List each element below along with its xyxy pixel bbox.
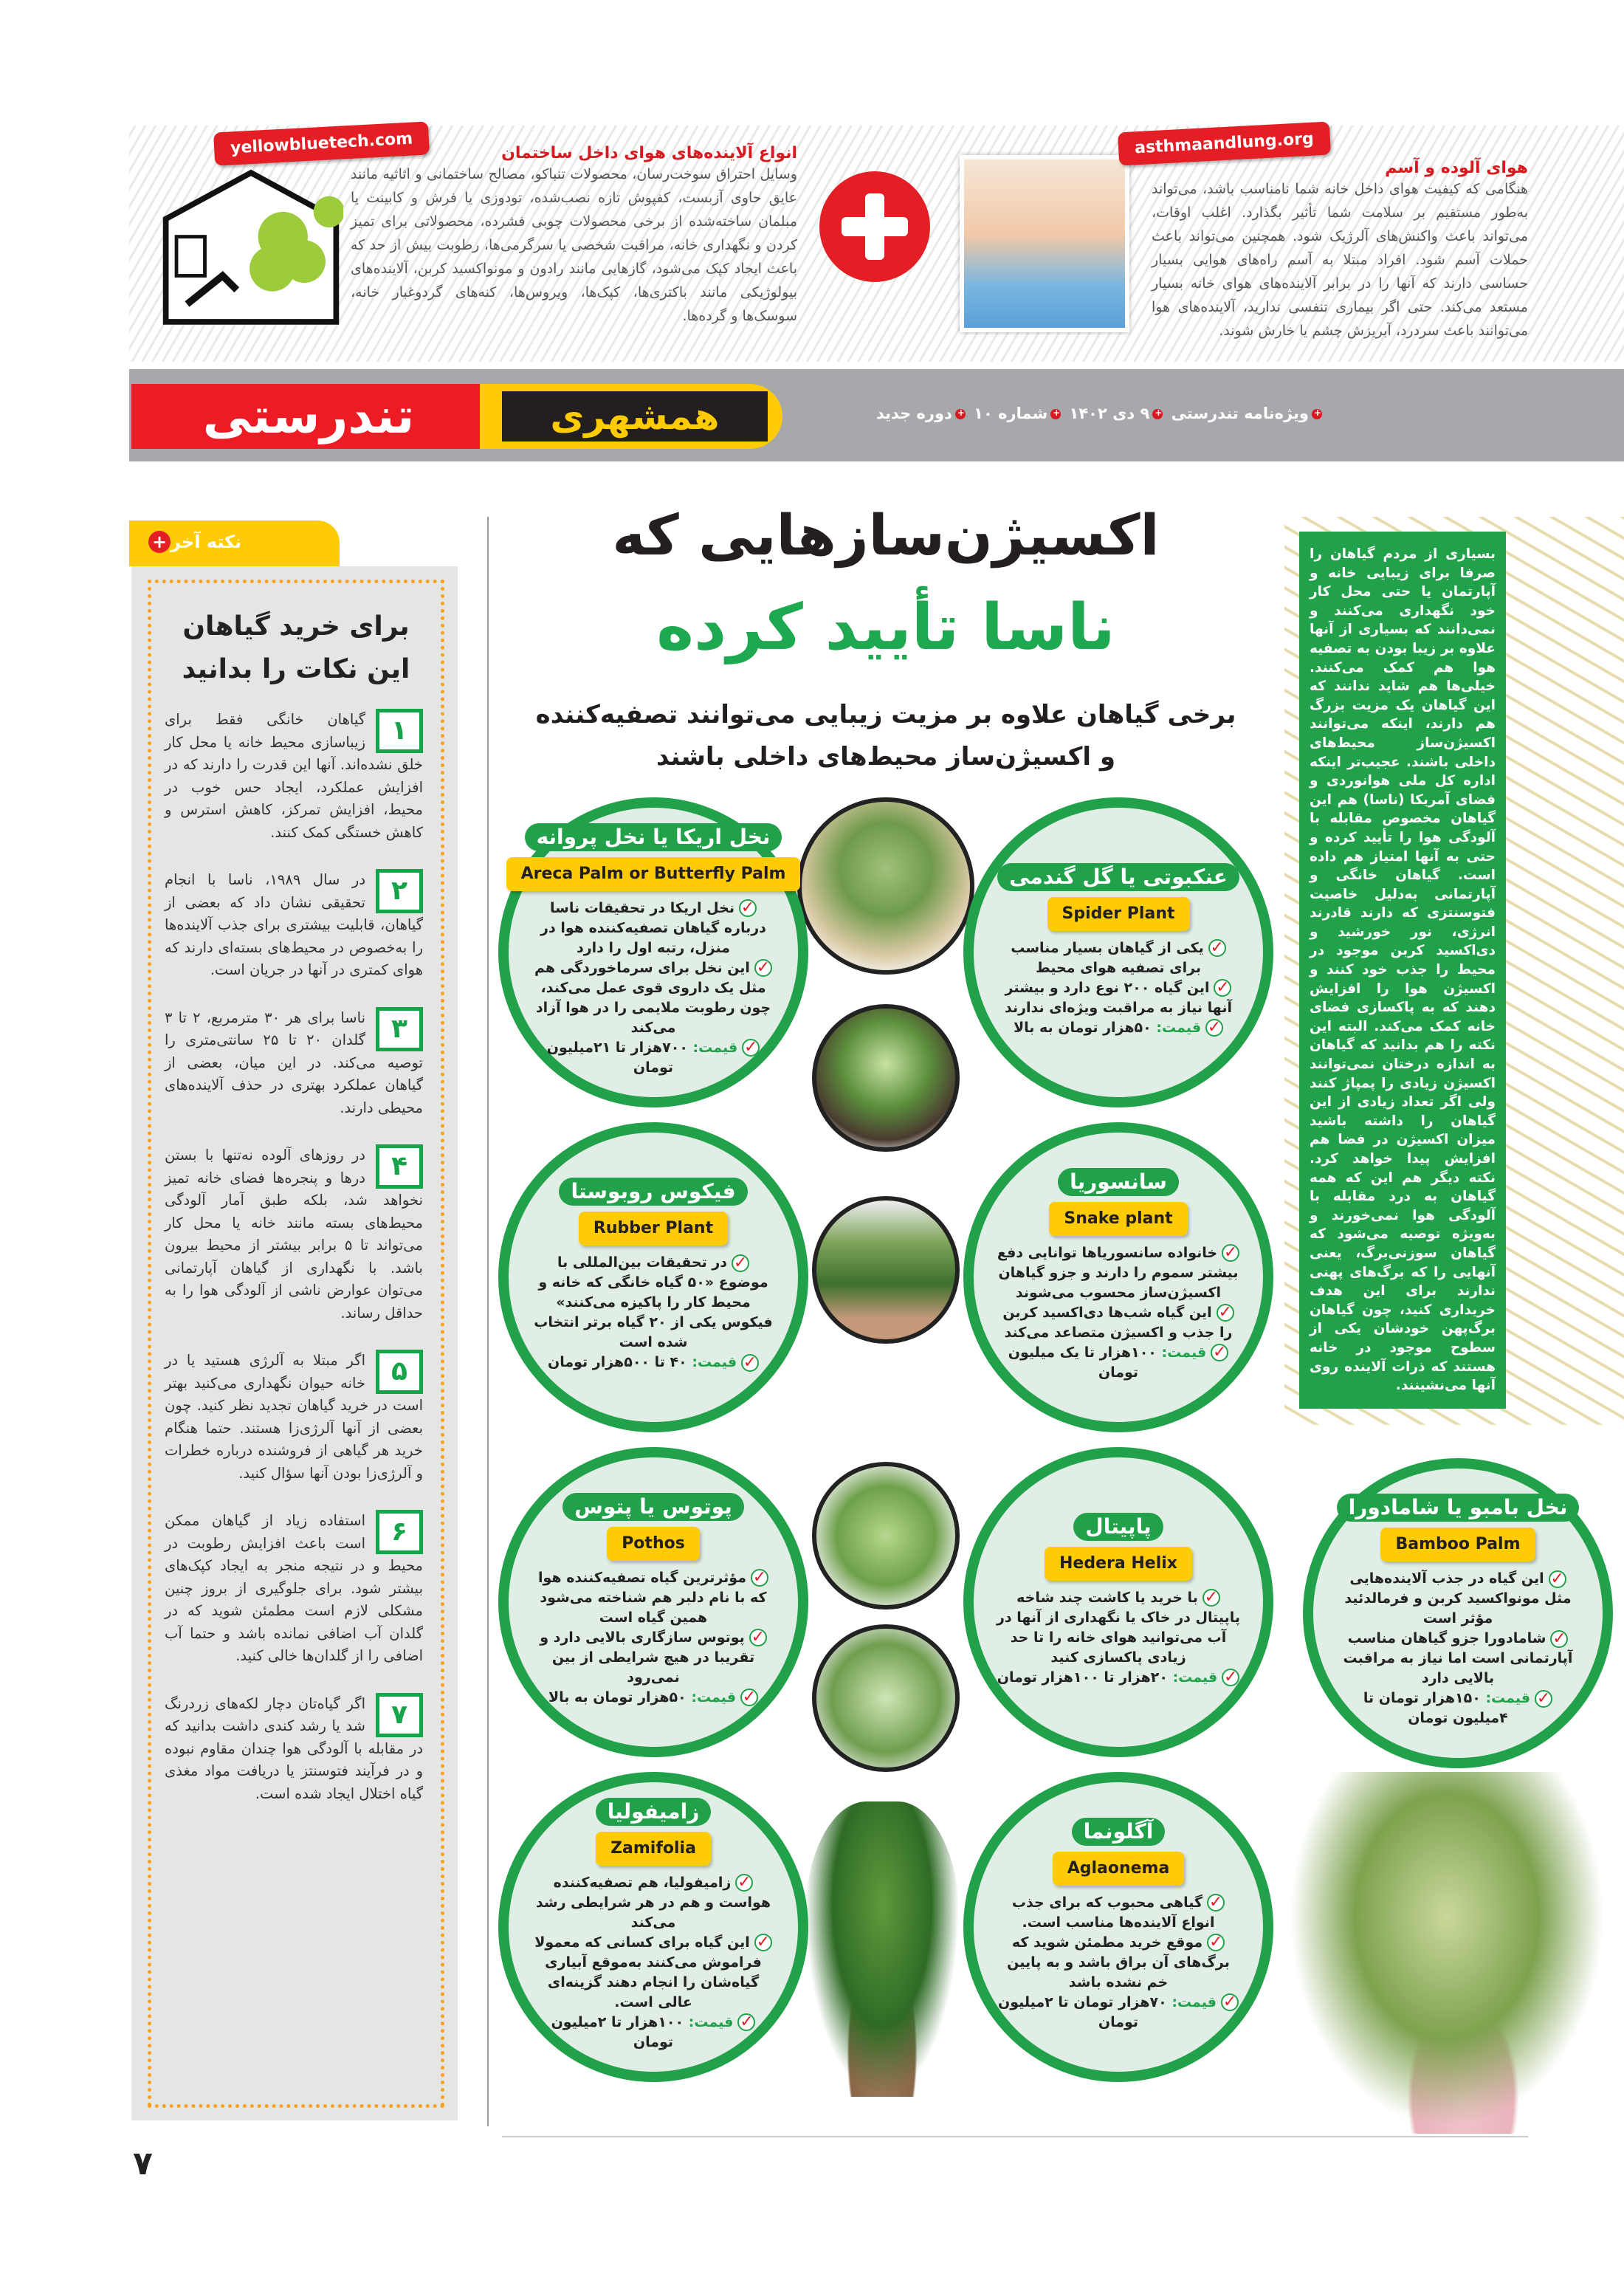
bullet-text: شامادورا جزو گیاهان مناسب آپارتمانی است اما نیاز به مراقبت بالایی دارد bbox=[1343, 1630, 1573, 1686]
areca-palm-photo bbox=[797, 797, 974, 975]
plant-bullet bbox=[531, 1628, 776, 1688]
check-icon: ✓ bbox=[739, 899, 757, 917]
plant-name-fa-aglaonema: آگلونما bbox=[1072, 1818, 1166, 1846]
plant-name-fa-zamifolia: زامیفولیا bbox=[596, 1798, 712, 1826]
plant-card-aglaonema bbox=[963, 1772, 1273, 2082]
bullet-text: مؤثرترین گیاه تصفیه‌کننده هوا که با نام دلبر هم شناخته می‌شود همین گیاه است bbox=[538, 1569, 767, 1626]
plant-name-en-bamboo: Bamboo Palm bbox=[1380, 1528, 1535, 1562]
tips-sidebar bbox=[131, 566, 458, 2120]
check-icon: ✓ bbox=[742, 1039, 760, 1057]
check-icon: ✓ bbox=[1205, 1019, 1223, 1037]
price-label: قیمت: bbox=[1171, 1993, 1217, 2010]
bullet-text: این گیاه ۲۰۰ نوع دارد و بیشتر آنها نیاز به مراقبت ویژه‌ای ندارند bbox=[1005, 979, 1232, 1016]
headline-line2: ناسا تأیید کرده bbox=[656, 591, 1115, 664]
plant-bullet bbox=[1335, 1569, 1580, 1629]
plant-name-en-papital: Hedera Helix bbox=[1045, 1547, 1192, 1581]
plant-price bbox=[548, 1353, 759, 1373]
tip-number: ۳ bbox=[376, 1007, 423, 1051]
logo-hamshahri-text: همشهری bbox=[502, 391, 768, 442]
pollutants-heading: انواع آلاینده‌های هوای داخل ساختمان bbox=[501, 144, 797, 162]
plant-bullet bbox=[996, 938, 1241, 978]
plus-dot-icon bbox=[1050, 409, 1061, 419]
check-icon: ✓ bbox=[1535, 1690, 1552, 1708]
plant-name-fa-rubber: فیکوس روبوستا bbox=[559, 1178, 747, 1206]
tip-text: استفاده زیاد از گیاهان ممکن است باعث افزایش رطوبت در محیط و در نتیجه منجر به ایجاد کپک‌های بیشتر شود. برای جلوگیری از بروز چنین مشکلی لازم است مطمئن شوید که در گلدان آب اضافی نمانده باشد و حتما آب اضافی را از گلدان‌ها خالی کنید. bbox=[165, 1512, 423, 1664]
check-icon: ✓ bbox=[1211, 1344, 1228, 1361]
bullet-text: این نخل برای سرماخوردگی هم مثل یک داروی قوی عمل می‌کند، چون رطوبت ملایمی را در هوا آزاد می‌کند bbox=[534, 959, 771, 1036]
price-label: قیمت: bbox=[1172, 1669, 1218, 1686]
price-value: ۷۰۰هزار تا ۲۱میلیون تومان bbox=[546, 1039, 688, 1076]
check-icon: ✓ bbox=[735, 1874, 753, 1892]
bullet-text: یکی از گیاهان بسیار مناسب برای تصفیه هوای محیط bbox=[1011, 939, 1204, 976]
zamifolia-photo bbox=[805, 1801, 960, 2097]
pollution-house-illustration bbox=[159, 166, 343, 329]
asthma-section bbox=[1152, 159, 1528, 343]
pollutants-section bbox=[351, 144, 797, 328]
plant-bullet bbox=[996, 978, 1241, 1018]
price-value: ۱۵۰هزار تومان تا ۴میلیون تومان bbox=[1363, 1690, 1508, 1726]
check-icon: ✓ bbox=[1208, 939, 1226, 957]
tip-3 bbox=[165, 1007, 423, 1120]
check-icon: ✓ bbox=[1222, 1244, 1239, 1262]
price-value: ۴۰ تا ۵۰۰هزار تومان bbox=[548, 1354, 687, 1370]
price-value: ۱۰۰هزار تا یک میلیون تومان bbox=[1008, 1344, 1157, 1381]
plant-name-fa-pothos: پوتوس یا پتوس bbox=[562, 1493, 743, 1521]
asthma-heading: هوای آلوده و آسم bbox=[1385, 159, 1528, 177]
subtitle-line1: برخی گیاهان علاوه بر مزیت زیبایی می‌توانند تصفیه‌کننده bbox=[535, 700, 1236, 729]
tip-number: ۵ bbox=[376, 1350, 423, 1394]
tip-text: در روزهای آلوده نه‌تنها با بستن درها و پنجره‌ها فضای خانه تمیز نخواهد شد، بلکه طبق آمار آلودگی محیط‌های بسته مانند خانه یا محل کار می‌تواند تا ۵ برابر بیشتر از محیط بیرون باشد. با نگهداری از گیاهان آپارتمانی می‌توان عوارض ناشی از آلودگی هوا را به حداقل رساند. bbox=[165, 1147, 424, 1322]
sidebar-title bbox=[151, 605, 441, 691]
aglaonema-photo bbox=[1284, 1772, 1609, 2134]
price-label: قیمت: bbox=[1485, 1690, 1531, 1706]
check-icon: ✓ bbox=[1221, 1993, 1239, 2011]
plant-price bbox=[548, 1688, 758, 1708]
plant-name-fa-spider: عنکبوتی یا گل گندمی bbox=[997, 863, 1239, 891]
plant-name-fa-areca: نخل اریکا یا نخل پروانه bbox=[525, 823, 782, 851]
check-icon: ✓ bbox=[1202, 1589, 1220, 1607]
plant-price bbox=[996, 1993, 1241, 2033]
sidebar-title-line2: این نکات را بدانید bbox=[182, 654, 410, 684]
plant-price bbox=[1014, 1018, 1223, 1038]
plant-card-pothos bbox=[498, 1447, 808, 1757]
plant-bullet bbox=[531, 899, 776, 958]
plant-bullet bbox=[996, 1243, 1241, 1303]
plant-card-bamboo bbox=[1303, 1458, 1613, 1768]
price-value: ۵۰هزار تومان به بالا bbox=[1014, 1019, 1152, 1036]
check-icon: ✓ bbox=[1222, 1669, 1239, 1686]
plant-price bbox=[997, 1668, 1239, 1688]
sidebar-title-line1: برای خرید گیاهان bbox=[182, 611, 410, 642]
tip-text: در سال ۱۹۸۹، ناسا با انجام تحقیقی نشان داد که بعضی از گیاهان، قابلیت بیشتری برای جذب آلاینده‌ها را به‌خصوص در محیط‌های بسته‌ای دارند که هوای کمتری در آنها در جریان است. bbox=[165, 871, 423, 978]
plant-card-rubber bbox=[498, 1122, 808, 1432]
check-icon: ✓ bbox=[732, 1254, 749, 1272]
tip-7 bbox=[165, 1693, 423, 1806]
plant-name-fa-snake: سانسوریا bbox=[1058, 1168, 1179, 1196]
bullet-text: زامیفولیا، هم تصفیه‌کننده هواست و هم در هر شرایطی رشد می‌کند bbox=[535, 1874, 771, 1931]
logo-tandorosti: تندرستی bbox=[131, 384, 486, 449]
snake-plant-photo bbox=[812, 1196, 960, 1344]
asthma-text: هنگامی که کیفیت هوای داخل خانه شما نامناسب باشد، می‌تواند به‌طور مستقیم بر سلامت شما تأثیر بگذارد. اغلب اوقات، می‌تواند باعث واکنش‌های آلرژیک شود. همچنین می‌تواند باعث حملات آسم شود. افراد مبتلا به آسم راه‌های هوایی بسیار حساسی دارند که آنها را در برابر آلاینده‌های هوای خانه بسیار مستعد می‌کند. حتی اگر بیماری تنفسی ندارید، آلاینده‌های هوا می‌توانند باعث سردرد، آبریزش چشم یا خارش شوند. bbox=[1152, 181, 1528, 339]
issue-series: دوره جدید bbox=[875, 405, 952, 422]
plant-card-papital bbox=[963, 1447, 1273, 1757]
logo-hamshahri bbox=[480, 384, 782, 449]
plant-price bbox=[1335, 1689, 1580, 1728]
price-value: ۲۰هزار تا ۱۰۰هزار تومان bbox=[997, 1669, 1168, 1686]
plant-card-areca bbox=[498, 797, 808, 1107]
pothos-photo bbox=[812, 1462, 960, 1610]
plant-card-zamifolia bbox=[498, 1772, 808, 2082]
tip-4 bbox=[165, 1144, 423, 1325]
pollutants-text: وسایل احتراق سوخت‌رسان، محصولات تنباکو، مصالح ساختمانی و اثاثیه مانند عایق حاوی آزبست، کفپوش تازه نصب‌شده، تودوزی یا فرش و کابینت یا مبلمان ساخته‌شده از برخی محصولات چوبی فشرده، محصولاتی برای تمیز کردن و نگهداری خانه، مراقبت شخصی یا سرگرمی‌ها، رطوبت بیش از حد که باعث ایجاد کپک می‌شود، گازهایی مانند رادون و مونواکسید کربن، آلاینده‌های بیولوژیکی مانند باکتری‌ها، کپک‌ها، ویروس‌ها، کنه‌های گرد‌وغبار خانه، سوسک‌ها و گرده‌ها. bbox=[351, 166, 797, 324]
subtitle-line2: و اکسیژن‌ساز محیط‌های داخلی باشند bbox=[656, 742, 1116, 772]
plant-bullet bbox=[1335, 1629, 1580, 1689]
bullet-text: این گیاه شب‌ها دی‌اکسید کربن را جذب و اکسیژن متصاعد می‌کند bbox=[1002, 1304, 1233, 1341]
bullet-text: نخل اریکا در تحقیقات ناسا درباره گیاهان تصفیه‌کننده هوا در منزل، رتبه اول را دارد bbox=[540, 899, 766, 956]
check-icon: ✓ bbox=[1214, 979, 1231, 997]
plus-dot-icon bbox=[955, 409, 966, 419]
plus-icon bbox=[819, 171, 930, 282]
plus-icon: + bbox=[148, 531, 171, 553]
check-icon: ✓ bbox=[1550, 1630, 1568, 1648]
price-label: قیمت: bbox=[1156, 1019, 1202, 1036]
tip-1 bbox=[165, 709, 423, 844]
tip-number: ۷ bbox=[376, 1693, 423, 1737]
plant-name-en-snake: Snake plant bbox=[1049, 1202, 1187, 1236]
price-label: قیمت: bbox=[1161, 1344, 1207, 1361]
plant-name-en-pothos: Pothos bbox=[607, 1527, 700, 1561]
headline-line1: اکسیژن‌سازهایی که bbox=[612, 502, 1160, 568]
tip-5 bbox=[165, 1350, 423, 1485]
plant-name-fa-papital: پاپیتال bbox=[1073, 1513, 1163, 1541]
plant-card-spider bbox=[963, 797, 1273, 1107]
check-icon: ✓ bbox=[741, 1354, 759, 1372]
issue-date: ۹ دی ۱۴۰۲ bbox=[1069, 405, 1150, 422]
check-icon: ✓ bbox=[754, 959, 772, 977]
tip-number: ۲ bbox=[376, 869, 423, 913]
price-value: ۱۰۰هزار تا ۲میلیون تومان bbox=[551, 2013, 684, 2050]
tip-text: اگر گیاه‌تان دچار لکه‌های زردرنگ شد یا رشد کندی داشت بدانید که در مقابله با آلودگی هوا چندان مقاوم نبوده و در فرآیند فتوسنتز یا دریافت مواد مغذی گیاه اختلال ایجاد شده است. bbox=[165, 1694, 423, 1802]
price-label: قیمت: bbox=[691, 1689, 737, 1706]
plant-name-en-areca: Areca Palm or Butterfly Palm bbox=[506, 857, 801, 891]
price-value: ۵۰هزار تومان به بالا bbox=[548, 1689, 687, 1706]
plant-name-fa-bamboo: نخل بامبو یا شامادورا bbox=[1337, 1494, 1580, 1522]
price-label: قیمت: bbox=[688, 2013, 734, 2030]
plant-price bbox=[996, 1343, 1241, 1383]
plant-name-en-spider: Spider Plant bbox=[1047, 897, 1190, 931]
plant-bullet bbox=[996, 1893, 1241, 1933]
plant-bullet bbox=[531, 1873, 776, 1933]
check-icon: ✓ bbox=[1549, 1570, 1566, 1588]
check-icon: ✓ bbox=[1207, 1894, 1225, 1911]
sidebar-tab bbox=[129, 521, 340, 566]
plant-price bbox=[531, 2013, 776, 2053]
bullet-text: در تحقیقات بین‌المللی با موضوع «۵۰ گیاه خانگی که خانه و محیط کار را پاکیزه می‌کنند» فیکوس یکی از ۲۰ گیاه برتر انتخاب شده است bbox=[534, 1254, 773, 1350]
supplement-name: ویژه‌نامه تندرستی bbox=[1171, 405, 1309, 422]
tip-text: گیاهان خانگی فقط برای زیباسازی محیط خانه یا محل کار خلق نشده‌اند. آنها این قدرت را دارند که در افزایش عملکرد، ایجاد حس خوب در محیط، افزایش تمرکز، کاهش استرس و کاهش خستگی کمک کنند. bbox=[165, 711, 423, 841]
plant-bullet bbox=[531, 1568, 776, 1628]
tip-text: ناسا برای هر ۳۰ مترمربع، ۲ تا ۳ گلدان ۲۰ تا ۲۵ سانتی‌متری را توصیه می‌کند. در این میان، بعضی از گیاهان عملکرد بهتری در حذف آلاینده‌های محیطی دارند. bbox=[165, 1009, 423, 1116]
bullet-text: موقع خرید مطمئن شوید که برگ‌های آن براق باشد و به پایین خم نشده باشد bbox=[1007, 1934, 1230, 1990]
tip-number: ۶ bbox=[376, 1510, 423, 1554]
hedera-helix-photo bbox=[812, 1624, 960, 1772]
bottom-rule bbox=[502, 2136, 1528, 2137]
column-divider bbox=[487, 517, 489, 2126]
check-icon: ✓ bbox=[749, 1629, 767, 1646]
plant-bullet bbox=[996, 1588, 1241, 1668]
check-icon: ✓ bbox=[1217, 1304, 1234, 1322]
intro-column: بسیاری از مردم گیاهان را صرفا برای زیبایی خانه و آپارتمان یا حتی محل کار خود نگهداری می‌کنند و نمی‌دانند که بسیاری از آنها علاوه بر زیبا بودن به تصفیه هوا هم کمک می‌کنند. خیلی‌ها هم شاید ندانند که این گیاهان یک مزیت بزرگ هم دارند، اینکه می‌توانند اکسیژن‌ساز محیط‌های داخلی باشند. عجیب‌تر اینکه اداره کل ملی هوانوردی و فضای آمریکا (ناسا) هم این گیاهان مخصوص مقابله با آلودگی هوا را تأیید کرده و حتی به آنها امتیاز هم داده است. گیاهان خانگی و آپارتمانی به‌دلیل خاصیت فتوسنتزی که دارند قادرند انرژی، نور خورشید و دی‌اکسید کربن موجود در محیط را جذب خود کنند و اکسیژن هوا را افزایش دهند که به پاکسازی فضای خانه کمک می‌کند. البته این نکته را هم بدانید که گیاهان به اندازه درختان نمی‌توانند اکسیژن زیادی را پمپاژ کنند ولی اگر تعداد زیادی از این گیاهان را داشته باشید میزان اکسیژن در فضا هم افزایش پیدا خواهد کرد. نکته دیگر هم این که همه گیاهان به درد مقابله با آلودگی هوا نمی‌خورند و به‌ویژه توصیه می‌شود که گیاهان سوزنی‌برگ، یعنی آنهایی را که برگ‌های پهنی ندارند برای این هدف خریداری کنید، چون گیاهان برگ‌پهن خودشان یکی از سطوح موجود در خانه هستند که ذرات آلاینده روی آنها می‌نشینند. bbox=[1299, 532, 1506, 1409]
issue-info bbox=[794, 405, 1325, 422]
source-badge-left: yellowbluetech.com bbox=[213, 121, 430, 165]
bullet-text: خانواده سانسوریاها توانایی دفع بیشتر سموم را دارند و جزو گیاهان اکسیژن‌ساز محسوب می‌شوند bbox=[997, 1244, 1239, 1301]
plus-dot-icon bbox=[1152, 409, 1163, 419]
check-icon: ✓ bbox=[740, 1689, 758, 1706]
plant-bullet bbox=[996, 1933, 1241, 1993]
check-icon: ✓ bbox=[1207, 1934, 1225, 1951]
plus-dot-icon bbox=[1312, 409, 1322, 419]
plant-name-en-rubber: Rubber Plant bbox=[579, 1212, 728, 1246]
issue-number: شماره ۱۰ bbox=[974, 405, 1048, 422]
tip-text: اگر مبتلا به آلرژی هستید یا در خانه حیوان نگهداری می‌کنید بهتر است در خرید گیاهان تجدید نظر کنید. چون بعضی از آنها آلرژی‌زا هستند. حتما هنگام خرید هر گیاهی از فروشنده درباره خطرات و آلرژی‌زا بودن آنها سؤال کنید. bbox=[165, 1352, 423, 1482]
bullet-text: گیاهی محبوب که برای جذب انواع آلاینده‌ها مناسب است. bbox=[1011, 1894, 1215, 1931]
tip-number: ۴ bbox=[376, 1144, 423, 1189]
price-label: قیمت: bbox=[692, 1354, 737, 1370]
bullet-text: با خرید یا کاشت چند شاخه پاپیتال در خاک یا نگهداری از آنها در آب می‌توانید هوای خانه را تا حد زیادی پاکسازی کنید bbox=[996, 1589, 1241, 1666]
tip-number: ۱ bbox=[376, 709, 423, 753]
bullet-text: این گیاه برای کسانی که معمولا فراموش می‌کنند به‌موقع آبیاری گیاه‌شان را انجام دهند گزینه‌ای عالی است. bbox=[534, 1934, 762, 2010]
plant-bullet bbox=[996, 1303, 1241, 1343]
dotted-frame bbox=[148, 580, 444, 2108]
plant-price bbox=[531, 1038, 776, 1078]
plant-name-en-aglaonema: Aglaonema bbox=[1053, 1852, 1185, 1886]
source-badge-right: asthmaandlung.org bbox=[1118, 122, 1331, 166]
girl-inhaler-photo bbox=[960, 155, 1129, 332]
plant-bullet bbox=[531, 1253, 776, 1353]
check-icon: ✓ bbox=[754, 1934, 772, 1951]
plant-card-snake bbox=[963, 1122, 1273, 1432]
check-icon: ✓ bbox=[737, 2013, 755, 2031]
plant-name-en-zamifolia: Zamifolia bbox=[596, 1832, 711, 1866]
plant-bullet bbox=[531, 958, 776, 1038]
tip-6 bbox=[165, 1510, 423, 1668]
price-label: قیمت: bbox=[692, 1039, 738, 1056]
bullet-text: پوتوس سازگاری بالایی دارد و تقریبا در هیچ شرایطی از بین نمی‌رود bbox=[540, 1629, 755, 1686]
tip-2 bbox=[165, 869, 423, 982]
tips-list bbox=[165, 709, 427, 1830]
spider-plant-photo bbox=[812, 1004, 960, 1152]
bullet-text: این گیاه در جذب آلاینده‌هایی مثل مونواکسید کربن و فرمالدئید مؤثر است bbox=[1344, 1570, 1572, 1627]
page-number: ۷ bbox=[133, 2145, 153, 2182]
check-icon: ✓ bbox=[751, 1569, 768, 1587]
price-value: ۷۰هزار تومان تا ۲میلیون تومان bbox=[998, 1993, 1167, 2030]
plant-bullet bbox=[531, 1933, 776, 2013]
sidebar-tab-label: نکته آخر bbox=[171, 532, 242, 552]
